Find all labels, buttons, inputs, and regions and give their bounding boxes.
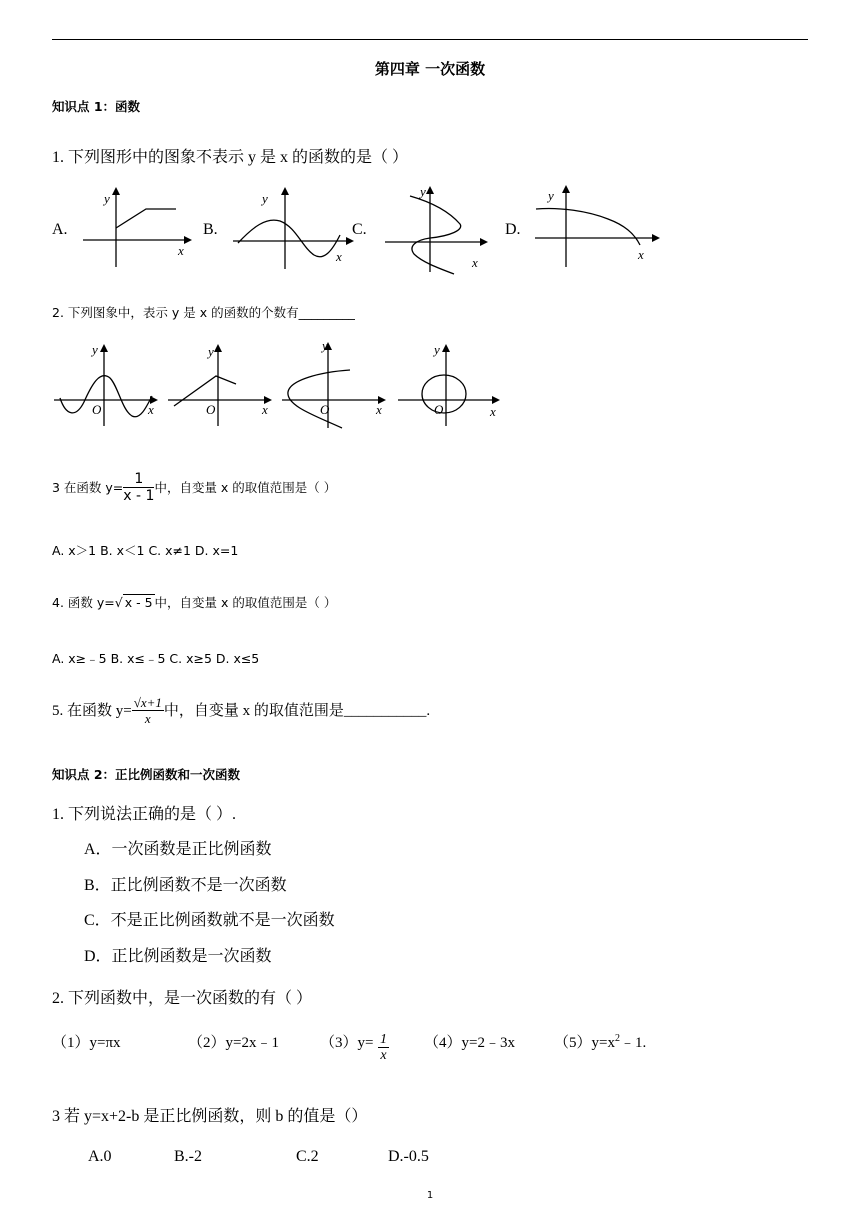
graph-2-1-origin: O [92, 402, 102, 417]
question-2-1-option-b: B．正比例函数不是一次函数 [84, 877, 287, 894]
section-heading-2: 知识点 2：正比例函数和一次函数 [52, 767, 241, 782]
fraction-numerator: 1 [380, 1032, 387, 1047]
question-1-3-options: A. x＞1 B. x＜1 C. x≠1 D. x=1 [52, 543, 239, 558]
question-2-2-item-5-prefix: （5）y=x [554, 1035, 615, 1051]
sqrt-sign: √ [114, 595, 123, 610]
question-1-5-fraction [132, 696, 164, 727]
question-1-4 [52, 593, 336, 611]
question-2-2-item-2: （2）y=2x﹣1 [188, 1035, 279, 1051]
question-2-2-item-5 [554, 1031, 646, 1052]
graph-a [78, 185, 198, 275]
superscript: 2 [614, 1033, 620, 1044]
graph-a-x-label: x [178, 243, 184, 258]
graph-2-3-origin: O [320, 402, 330, 417]
option-label-b: B. [203, 221, 218, 238]
graph-c [380, 182, 495, 277]
option-label-c: C. [352, 221, 367, 238]
question-1-3-prefix: 3 在函数 y= [52, 480, 124, 496]
graph-2-2 [166, 338, 278, 428]
graph-2-1-y-label: y [92, 342, 98, 357]
question-2-3-option-b: B.-2 [174, 1148, 202, 1165]
question-2-3: 3 若 y=x+2-b 是正比例函数，则 b 的值是（） [52, 1108, 368, 1125]
graph-2-4-origin: O [434, 402, 444, 417]
question-2-1-option-a: A．一次函数是正比例函数 [84, 841, 272, 858]
question-1-1: 1. 下列图形中的图象不表示 y 是 x 的函数的是（ ） [52, 149, 409, 166]
question-2-2: 2. 下列函数中，是一次函数的有（ ） [52, 990, 313, 1007]
question-1-4-radicand: x - 5 [124, 595, 153, 610]
graph-2-2-origin: O [206, 402, 216, 417]
question-2-1-option-d: D．正比例函数是一次函数 [84, 948, 272, 965]
graph-2-2-x-label: x [262, 402, 268, 417]
question-2-1-option-c: C．不是正比例函数就不是一次函数 [84, 912, 335, 929]
graph-b-y-label: y [262, 191, 268, 206]
graph-c-x-label: x [472, 255, 478, 270]
graph-d-x-label: x [638, 247, 644, 262]
graph-2-3 [280, 336, 392, 430]
fraction-denominator: x [144, 711, 151, 727]
question-2-2-item-4: （4）y=2﹣3x [424, 1035, 515, 1051]
question-1-3 [52, 472, 336, 505]
graph-2-1-x-label: x [148, 402, 154, 417]
fraction-numerator: 1 [123, 472, 154, 488]
graph-2-2-y-label: y [208, 344, 214, 359]
question-1-3-suffix: 中，自变量 x 的取值范围是（ ） [154, 480, 337, 496]
fraction-denominator: x [380, 1048, 387, 1064]
question-1-2: 2. 下列图象中，表示 y 是 x 的函数的个数有_________ [52, 305, 355, 320]
question-1-4-prefix: 4. 函数 y= [52, 595, 115, 610]
question-2-3-option-a: A.0 [88, 1148, 112, 1165]
question-2-2-item-3-fraction [378, 1032, 389, 1065]
graph-2-1 [52, 338, 164, 428]
graph-b-x-label: x [336, 249, 342, 264]
question-1-5-suffix: 中，自变量 x 的取值范围是___________. [163, 703, 431, 720]
graph-2-4-y-label: y [434, 342, 440, 357]
question-2-2-item-1: （1）y=πx [52, 1035, 121, 1051]
graph-c-y-label: y [420, 184, 426, 199]
question-2-2-item-5-suffix: ﹣1. [619, 1035, 647, 1051]
question-1-5-prefix: 5. 在函数 y= [52, 703, 132, 720]
page-number: 1 [426, 1190, 434, 1201]
graph-2-4-x-label: x [490, 404, 496, 419]
fraction-numerator: √x+1 [133, 695, 162, 710]
fraction-denominator: x - 1 [123, 488, 155, 505]
graph-2-3-x-label: x [376, 402, 382, 417]
graph-a-y-label: y [104, 191, 110, 206]
question-1-5 [52, 696, 430, 727]
graph-d-y-label: y [548, 188, 554, 203]
question-1-3-fraction [123, 472, 154, 505]
graph-d [530, 183, 665, 275]
graph-2-3-y-label: y [322, 338, 328, 353]
graph-b [228, 185, 358, 275]
question-2-3-option-c: C.2 [296, 1148, 319, 1165]
question-2-3-option-d: D.-0.5 [388, 1148, 429, 1165]
question-2-2-item-3-prefix: （3）y= [320, 1035, 374, 1051]
question-1-4-options: A. x≥﹣5 B. x≤﹣5 C. x≥5 D. x≤5 [52, 651, 260, 666]
graph-2-4 [394, 338, 506, 428]
option-label-d: D. [505, 221, 521, 238]
section-heading-1: 知识点 1：函数 [52, 99, 141, 114]
question-2-2-item-3 [320, 1031, 373, 1052]
question-2-1: 1. 下列说法正确的是（ ）. [52, 806, 237, 823]
page-title: 第四章 一次函数 [374, 60, 486, 78]
question-1-4-suffix: 中，自变量 x 的取值范围是（ ） [154, 595, 337, 610]
option-label-a: A. [52, 221, 68, 238]
header-rule [52, 39, 808, 40]
